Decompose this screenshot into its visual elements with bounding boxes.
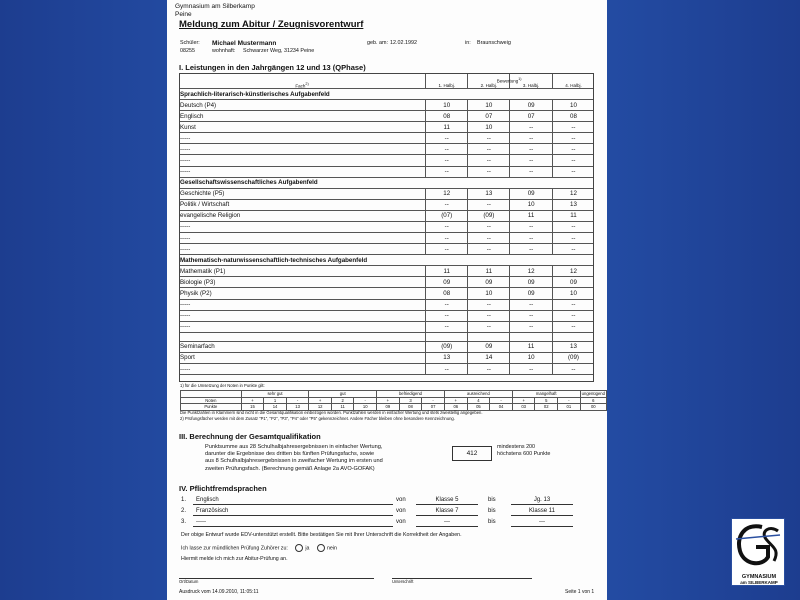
- address: Schwarzer Weg, 31234 Peine: [243, 48, 315, 54]
- grade-value: --: [426, 363, 468, 374]
- grade-value: --: [468, 144, 510, 155]
- scale-mark: +: [241, 397, 264, 404]
- grade-value: 10: [510, 352, 553, 363]
- grade-value: --: [552, 133, 594, 144]
- scale-mark: +: [377, 397, 400, 404]
- scale-mark: -: [286, 397, 309, 404]
- subject-name: -----: [179, 299, 426, 310]
- grade-value: 09: [552, 277, 594, 288]
- logo-line1: GYMNASIUM: [741, 574, 777, 580]
- footnote-scale: 1) für die Umsetzung der Noten in Punkte gilt:: [180, 383, 265, 388]
- grade-value: 11: [468, 266, 510, 277]
- scale-points: 12: [309, 404, 332, 411]
- grade-value: --: [552, 244, 594, 255]
- grade-value: --: [552, 122, 594, 133]
- student-name: Michael Mustermann: [212, 40, 277, 47]
- grade-value: 13: [552, 199, 594, 210]
- group-name: Sprachlich-literarisch-künstlerisches Aufgabenfeld: [179, 89, 594, 100]
- points-max: höchstens 600 Punkte: [497, 451, 551, 458]
- subject-name: evangelische Religion: [179, 210, 426, 221]
- underline: [511, 526, 573, 527]
- subject-name: Politik / Wirtschaft: [179, 199, 426, 210]
- underline: [416, 504, 478, 505]
- table-row: [179, 299, 594, 310]
- scale-points: 10: [354, 404, 377, 411]
- date-label: Ort/Datum: [179, 579, 199, 584]
- scale-points: 14: [264, 404, 287, 411]
- scale-points: 08: [399, 404, 422, 411]
- subject-name: Seminarfach: [179, 341, 426, 352]
- report-page: [167, 0, 607, 600]
- grade-value: --: [468, 166, 510, 177]
- section3-title: III. Berechnung der Gesamtqualifikation: [179, 432, 321, 441]
- grade-value: --: [552, 363, 594, 374]
- born-label: geb. am:: [367, 40, 388, 46]
- subject-name: Mathematik (P1): [179, 266, 426, 277]
- table-row: [179, 341, 594, 352]
- grade-value: 10: [468, 100, 510, 111]
- grade-value: 07: [468, 111, 510, 122]
- school-city: Peine: [175, 10, 192, 18]
- school-name: Gymnasium am Silberkamp: [175, 3, 255, 10]
- table-row: [179, 288, 594, 299]
- underline: [416, 515, 478, 516]
- subject-name: -----: [179, 144, 426, 155]
- grade-value: 10: [552, 288, 594, 299]
- grade-value: 08: [426, 111, 468, 122]
- grade-value: --: [510, 166, 553, 177]
- scale-points: 15: [241, 404, 264, 411]
- page-number: Seite 1 von 1: [565, 589, 595, 595]
- section1-title: I. Leistungen in den Jahrgängen 12 und 13 (QPhase): [179, 63, 366, 72]
- grade-value: --: [510, 321, 553, 332]
- no-radio[interactable]: [317, 544, 325, 552]
- subject-name: -----: [179, 363, 426, 374]
- grade-value: 11: [426, 122, 468, 133]
- subject-name: Biologie (P3): [179, 277, 426, 288]
- scale-points: 03: [512, 404, 535, 411]
- grade-value: --: [426, 310, 468, 321]
- place-label: in:: [465, 40, 471, 46]
- footnote-mark-1: 1): [518, 76, 522, 81]
- table-row: [179, 122, 594, 133]
- grade-value: 10: [468, 122, 510, 133]
- language-number: 1.: [181, 497, 187, 503]
- grade-value: 12: [552, 266, 594, 277]
- von-label: von: [396, 519, 406, 525]
- grade-value: --: [468, 221, 510, 232]
- table-row: [179, 111, 594, 122]
- grade-value: 12: [510, 266, 553, 277]
- language-name: -----: [196, 519, 206, 525]
- table-row: [179, 100, 594, 111]
- scale-mark: -: [490, 397, 513, 404]
- halbjahr-header: [552, 73, 594, 89]
- grade-value: --: [510, 363, 553, 374]
- grade-value: --: [468, 310, 510, 321]
- grade-value: --: [426, 199, 468, 210]
- grade-value: --: [552, 310, 594, 321]
- grade-value: (07): [426, 210, 468, 221]
- logo-text: [732, 574, 786, 586]
- halbjahr-header: [426, 73, 468, 89]
- spacer-cell: [179, 332, 426, 341]
- grade-value: --: [552, 321, 594, 332]
- total-points: 412: [452, 446, 492, 461]
- scale-grade-name: gut: [309, 391, 377, 398]
- grade-value: --: [510, 144, 553, 155]
- subject-name: Geschichte (P5): [179, 188, 426, 199]
- confirm-text: Der obige Entwurf wurde EDV-unterstützt erstellt. Bitte bestätigen Sie mit Ihrer Unterschrift die Korrektheit der Angaben.: [181, 532, 462, 538]
- grade-value: --: [510, 133, 553, 144]
- school-logo: [731, 518, 785, 586]
- grades-table: [179, 73, 594, 375]
- student-id: 08255: [180, 48, 195, 54]
- language-name: Französisch: [196, 508, 229, 514]
- grade-value: --: [426, 221, 468, 232]
- grades-header-row: [179, 73, 594, 89]
- grade-value: --: [468, 155, 510, 166]
- scale-points: 01: [558, 404, 581, 411]
- grade-value: 08: [552, 111, 594, 122]
- grade-value: 09: [510, 100, 553, 111]
- group-name: Gesellschaftswissenschaftliches Aufgabenfeld: [179, 177, 594, 188]
- to-class: ---: [539, 519, 545, 525]
- signature-label: Unterschrift: [392, 579, 414, 584]
- grade-value: --: [510, 244, 553, 255]
- scale-points: 07: [422, 404, 445, 411]
- no-label: nein: [326, 545, 337, 552]
- grade-value: --: [426, 233, 468, 244]
- yes-label: ja: [305, 545, 310, 552]
- grade-value: 10: [510, 199, 553, 210]
- subject-name: -----: [179, 221, 426, 232]
- spacer-cell: [510, 332, 553, 341]
- footnote-mark-2: 2): [305, 81, 309, 86]
- table-row: [179, 244, 594, 255]
- fach-header: [179, 73, 426, 89]
- logo-line2: am SILBERKAMP: [740, 580, 778, 585]
- table-row: [179, 363, 594, 374]
- grade-value: 11: [552, 210, 594, 221]
- grade-value: 08: [426, 288, 468, 299]
- student-info: [180, 40, 600, 56]
- grade-value: --: [510, 122, 553, 133]
- grade-value: --: [552, 144, 594, 155]
- subject-name: -----: [179, 133, 426, 144]
- spacer-cell: [468, 332, 510, 341]
- scale-grade-name: mangelhaft: [512, 391, 580, 398]
- language-row: [181, 519, 601, 529]
- table-row: [179, 166, 594, 177]
- from-class: Klasse 7: [435, 508, 459, 514]
- table-row: [179, 233, 594, 244]
- table-row: [179, 133, 594, 144]
- scale-mark: 6: [580, 397, 606, 404]
- grade-value: --: [468, 233, 510, 244]
- spacer-cell: [426, 332, 468, 341]
- scale-grade-name: sehr gut: [241, 391, 309, 398]
- grade-value: 13: [468, 188, 510, 199]
- scale-points: 00: [580, 404, 606, 411]
- subject-name: -----: [179, 321, 426, 332]
- grade-value: --: [468, 299, 510, 310]
- group-header-row: [179, 89, 594, 100]
- language-row: [181, 497, 601, 507]
- language-number: 2.: [181, 508, 187, 514]
- scale-mark: 4: [467, 397, 490, 404]
- grade-value: 09: [468, 277, 510, 288]
- scale-punkte-label: Punkte: [181, 404, 242, 411]
- grade-value: --: [510, 233, 553, 244]
- scale-mark: 2: [331, 397, 354, 404]
- grade-value: --: [552, 221, 594, 232]
- grade-value: --: [426, 299, 468, 310]
- grade-value: 10: [426, 100, 468, 111]
- bewertung-label: Bewertung$^{1)}$: [496, 76, 522, 83]
- grade-value: 09: [510, 188, 553, 199]
- bis-label: bis: [488, 497, 496, 503]
- points-range: [497, 444, 550, 458]
- grade-value: --: [552, 155, 594, 166]
- grade-value: 09: [426, 277, 468, 288]
- audience-question-label: Ich lasse zur mündlichen Prüfung Zuhörer zu:: [181, 545, 288, 552]
- from-class: ---: [444, 519, 450, 525]
- grade-value: 12: [552, 188, 594, 199]
- fach-label: Fach: [295, 83, 306, 88]
- grade-value: (09): [552, 352, 594, 363]
- scale-mark: -: [422, 397, 445, 404]
- grade-value: --: [426, 166, 468, 177]
- underline: [511, 515, 573, 516]
- birth-place: Braunschweig: [477, 40, 511, 46]
- subject-name: -----: [179, 244, 426, 255]
- scale-points: 05: [467, 404, 490, 411]
- grade-value: 11: [510, 341, 553, 352]
- grade-value: (09): [426, 341, 468, 352]
- subject-name: -----: [179, 233, 426, 244]
- grade-value: --: [426, 321, 468, 332]
- scale-mark: 5: [535, 397, 558, 404]
- calc-line: Punktsumme aus 28 Schulhalbjahresergebnissen in einfacher Wertung,: [205, 444, 383, 450]
- scale-mark: +: [309, 397, 332, 404]
- print-date: Ausdruck vom 14.09.2010, 11:05:11: [179, 589, 259, 595]
- grade-value: 09: [510, 277, 553, 288]
- table-row: [179, 310, 594, 321]
- table-row: [179, 210, 594, 221]
- language-name: Englisch: [196, 497, 219, 503]
- scale-grade-name: ungenügend: [581, 391, 605, 397]
- grade-value: 11: [426, 266, 468, 277]
- grade-value: 10: [552, 100, 594, 111]
- to-class: Jg. 13: [533, 497, 551, 503]
- section4-title: IV. Pflichtfremdsprachen: [179, 484, 267, 493]
- grade-value: --: [426, 155, 468, 166]
- table-row: [179, 155, 594, 166]
- scale-points: 04: [490, 404, 513, 411]
- halbjahr-label: 4. Halbj.: [565, 83, 582, 88]
- subject-name: Englisch: [179, 111, 426, 122]
- grade-value: --: [468, 321, 510, 332]
- grade-value: 09: [510, 288, 553, 299]
- table-row: [179, 277, 594, 288]
- grade-value: --: [426, 144, 468, 155]
- underline: [193, 504, 393, 505]
- subject-name: -----: [179, 166, 426, 177]
- halbjahr-label: 2. Halbj.: [480, 83, 498, 88]
- yes-radio[interactable]: [295, 544, 303, 552]
- footnote-exam-subjects: 2) Prüfungsfächer werden mit dem Zusatz "P1", "P2", "P3", "P4" oder "P5" gekennzeichnet. Andere Fächer bleiben ohne besondere Kennzeichnung.: [180, 416, 455, 421]
- footnote-brackets: Die Punktzahlen in Klammern sind nicht in die Gesamtqualifikation einbezogen worden. Punktzahlen werden in einfacher Wertung und stets zweistellig angegeben.: [180, 410, 483, 415]
- scale-points: 13: [286, 404, 309, 411]
- underline: [416, 526, 478, 527]
- calc-line: darunter die Ergebnisse des dritten bis fünften Prüfungsfachs, sowie: [205, 451, 375, 458]
- bis-label: bis: [488, 519, 496, 525]
- scale-grade-name: befriedigend: [377, 391, 445, 398]
- document-title: Meldung zum Abitur / Zeugnisvorentwurf: [179, 19, 364, 30]
- table-row: [179, 188, 594, 199]
- points-min: mindestens 200: [497, 444, 536, 450]
- underline: [193, 515, 393, 516]
- scale-mark: +: [444, 397, 467, 404]
- halbjahr-label: 3. Halbj.: [522, 83, 540, 88]
- grade-scale-table: [180, 390, 607, 411]
- subject-name: Physik (P2): [179, 288, 426, 299]
- scale-noten-label: Noten: [181, 397, 242, 404]
- grade-value: 11: [510, 210, 553, 221]
- scale-mark: 3: [399, 397, 422, 404]
- logo-gs-icon: [732, 519, 784, 573]
- language-row: [181, 508, 601, 518]
- grade-value: --: [510, 299, 553, 310]
- grade-value: --: [552, 299, 594, 310]
- table-row: [179, 221, 594, 232]
- grade-value: --: [510, 310, 553, 321]
- table-row: [179, 321, 594, 332]
- group-name: Mathematisch-naturwissenschaftlich-technisches Aufgabenfeld: [179, 255, 594, 266]
- table-row: [179, 266, 594, 277]
- audience-question: [181, 544, 337, 552]
- grade-value: --: [426, 133, 468, 144]
- language-number: 3.: [181, 519, 187, 525]
- scale-points: 06: [444, 404, 467, 411]
- grade-value: 13: [426, 352, 468, 363]
- underline: [193, 526, 393, 527]
- from-class: Klasse 5: [435, 497, 459, 503]
- grade-value: --: [510, 155, 553, 166]
- born-date: 12.02.1992: [390, 40, 417, 46]
- grade-value: (09): [468, 210, 510, 221]
- grade-value: 07: [510, 111, 553, 122]
- group-header-row: [179, 255, 594, 266]
- subject-name: -----: [179, 310, 426, 321]
- grade-value: --: [468, 133, 510, 144]
- scale-points: 11: [331, 404, 354, 411]
- grade-value: 10: [468, 288, 510, 299]
- grade-value: --: [468, 244, 510, 255]
- halbjahr-header: [496, 73, 553, 89]
- to-class: Klasse 11: [529, 508, 555, 514]
- grade-value: --: [468, 363, 510, 374]
- table-row: [179, 144, 594, 155]
- scale-points: 09: [377, 404, 400, 411]
- scale-mark: -: [558, 397, 581, 404]
- calc-line: zweiten Prüfungsfach. (Berechnung gemäß Anlage 2a AVO-GOFAK): [205, 465, 375, 472]
- underline: [511, 504, 573, 505]
- grade-value: 13: [552, 341, 594, 352]
- scale-mark: +: [512, 397, 535, 404]
- scale-mark: -: [354, 397, 377, 404]
- grade-value: --: [468, 199, 510, 210]
- calc-description: [205, 444, 445, 473]
- halbjahr-label: 1. Halbj.: [438, 83, 455, 88]
- subject-name: Sport: [179, 352, 426, 363]
- grade-value: --: [426, 244, 468, 255]
- scale-grade-name: ausreichend: [444, 391, 512, 398]
- scale-mark: 1: [264, 397, 287, 404]
- subject-name: -----: [179, 155, 426, 166]
- grade-value: 12: [426, 188, 468, 199]
- school-header: [175, 3, 599, 18]
- grade-value: --: [510, 221, 553, 232]
- table-row: [179, 199, 594, 210]
- student-label: Schüler:: [180, 40, 200, 46]
- grade-value: --: [552, 233, 594, 244]
- von-label: von: [396, 497, 406, 503]
- calc-line: aus 8 Schulhalbjahresergebnissen in zweifacher Wertung im ersten und: [205, 458, 383, 465]
- group-header-row: [179, 177, 594, 188]
- von-label: von: [396, 508, 406, 514]
- grade-value: --: [552, 166, 594, 177]
- subject-name: Kunst: [179, 122, 426, 133]
- grade-value: 09: [468, 341, 510, 352]
- apply-text: Hiermit melde ich mich zur Abitur-Prüfung an.: [181, 556, 288, 562]
- scale-points: 02: [535, 404, 558, 411]
- table-row: [179, 352, 594, 363]
- address-label: wohnhaft:: [212, 48, 236, 54]
- spacer-cell: [552, 332, 594, 341]
- bis-label: bis: [488, 508, 496, 514]
- subject-name: Deutsch (P4): [179, 100, 426, 111]
- spacer-row: [179, 332, 594, 341]
- grade-value: 14: [468, 352, 510, 363]
